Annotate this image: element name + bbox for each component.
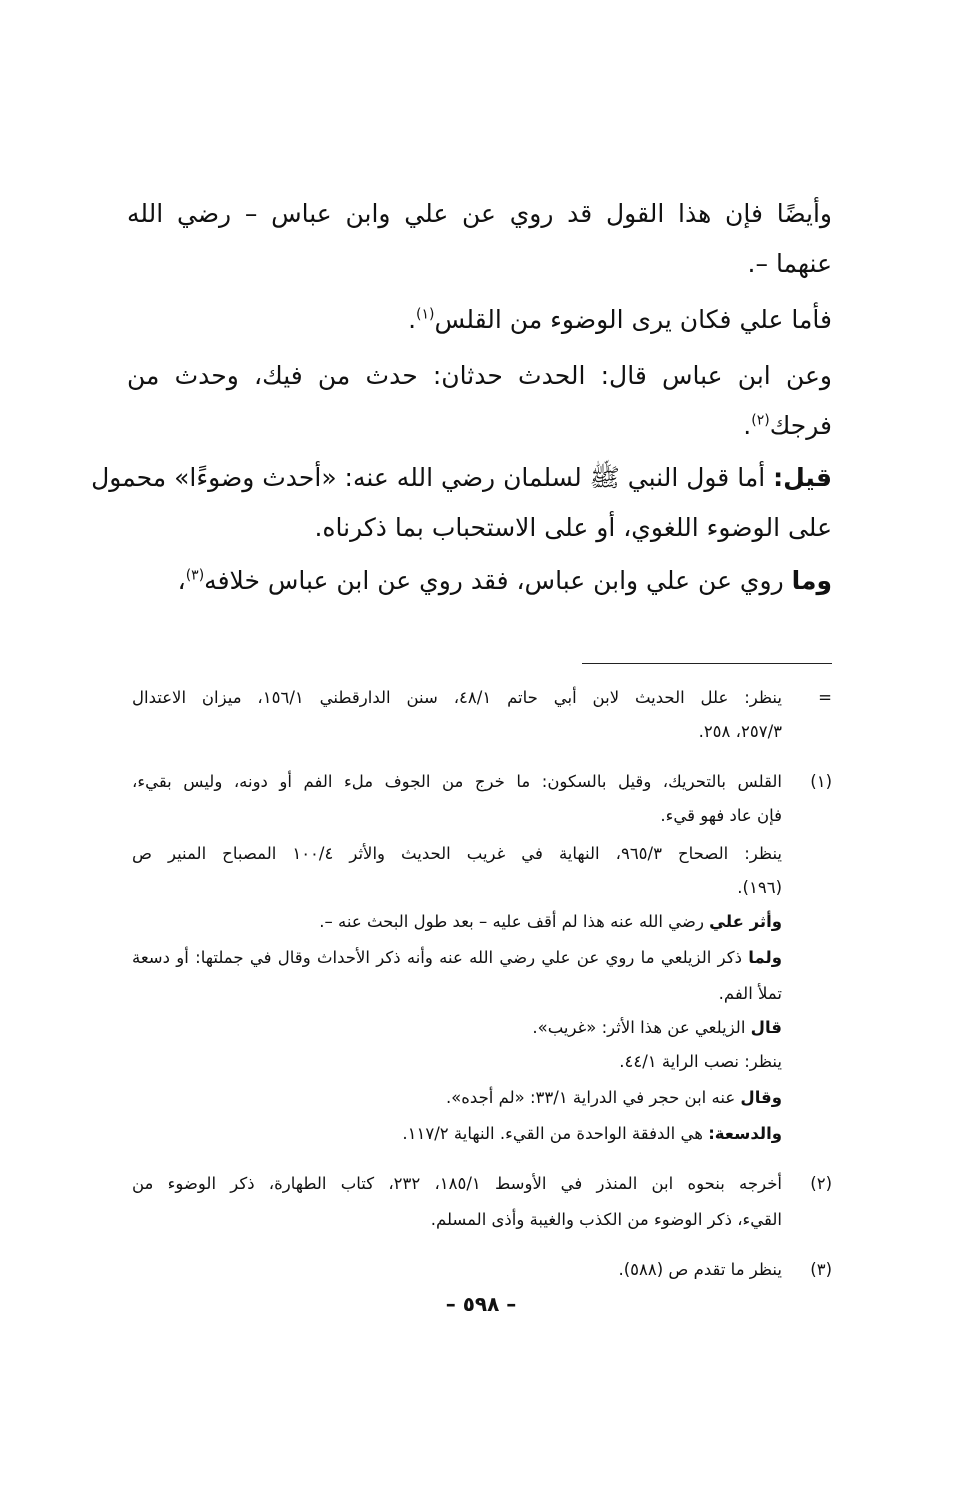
main-text-line: على الوضوء اللغوي، أو على الاستحباب بما ذكرناه.	[314, 513, 832, 542]
main-text-line: عنهما –.	[747, 249, 832, 278]
footnote-separator	[582, 663, 832, 664]
main-text-line: فرجك$^{(٢)}$.	[743, 411, 832, 440]
footnote-line: فإن عاد فهو قيء.	[660, 806, 782, 825]
main-text-line: فأما علي فكان يرى الوضوء من القلس$^{(١)}$.	[408, 305, 832, 334]
footnote-line: ينظر: الصحاح ٩٦٥/٣، النهاية في غريب الحديث والأثر ١٠٠/٤ المصباح المنير ص	[132, 844, 783, 863]
footnote-marker: (٣)	[810, 1260, 832, 1279]
footnote-ref: (٢)	[751, 412, 770, 429]
lead-word: قال	[750, 1018, 782, 1037]
footnote-line: ولما ذكر الزيلعي ما روي عن علي رضي الله عنه وأنه ذكر الأحداث وقال في جملتها: أو دسعة	[132, 948, 782, 967]
main-text-line: وعن ابن عباس قال: الحدث حدثان: حدث من فيك، وحدث من	[127, 361, 832, 390]
lead-word: وأثر علي	[709, 912, 782, 931]
footnote-line: وأثر علي رضي الله عنه هذا لم أقف عليه – بعد طول البحث عنه –.	[319, 912, 782, 931]
lead-word: ولما	[748, 948, 782, 967]
main-text-line: وما روي عن علي وابن عباس، فقد روي عن ابن عباس خلافه$^{(٣)}$،	[177, 566, 832, 595]
main-text-line: وأيضًا فإن هذا القول قد روي عن علي وابن عباس – رضي الله	[127, 199, 832, 228]
footnote-line: والدسعة: هي الدفقة الواحدة من القيء. النهاية ١١٧/٢.	[402, 1124, 782, 1143]
lead-word: والدسعة:	[708, 1124, 782, 1143]
footnote-marker: (١)	[810, 772, 832, 791]
lead-word: وقال	[740, 1088, 782, 1107]
footnote-line: قال الزيلعي عن هذا الأثر: «غريب».	[532, 1018, 782, 1037]
footnote-line: القلس بالتحريك، وقيل بالسكون: ما خرج من الجوف ملء الفم أو دونه، وليس بقيء،	[132, 772, 782, 791]
footnote-line: ينظر: نصب الراية ٤٤/١.	[619, 1052, 782, 1071]
footnote-line: القيء، ذكر الوضوء من الكذب والغيبة وأذى المسلم.	[430, 1210, 782, 1229]
page-number: – ٥٩٨ –	[445, 1292, 517, 1316]
lead-word: وما	[791, 566, 832, 595]
footnote-marker: =	[818, 688, 832, 707]
footnote-line: ٢٥٧/٣، ٢٥٨.	[698, 722, 782, 741]
lead-word: قيل:	[773, 463, 832, 492]
footnote-line: أخرجه بنحوه ابن المنذر في الأوسط ١٨٥/١، ٢٣٢، كتاب الطهارة، ذكر الوضوء من	[132, 1174, 782, 1193]
main-text-line: قيل: أما قول النبي ﷺ لسلمان رضي الله عنه: «أحدث وضوءًا» محمول	[91, 463, 832, 492]
footnote-line: (١٩٦).	[737, 878, 782, 897]
footnote-line: ينظر ما تقدم ص (٥٨٨).	[618, 1260, 782, 1279]
footnote-line: تملأ الفم.	[718, 984, 782, 1003]
footnote-marker: (٢)	[810, 1174, 832, 1193]
footnote-line: وقال عنه ابن حجر في الدراية ٣٣/١: «لم أجده».	[445, 1088, 782, 1107]
footnote-line: ينظر: علل الحديث لابن أبي حاتم ٤٨/١، سنن الدارقطني ١٥٦/١، ميزان الاعتدال	[132, 688, 782, 707]
footnote-ref: (١)	[416, 306, 435, 323]
footnote-ref: (٣)	[185, 567, 205, 584]
